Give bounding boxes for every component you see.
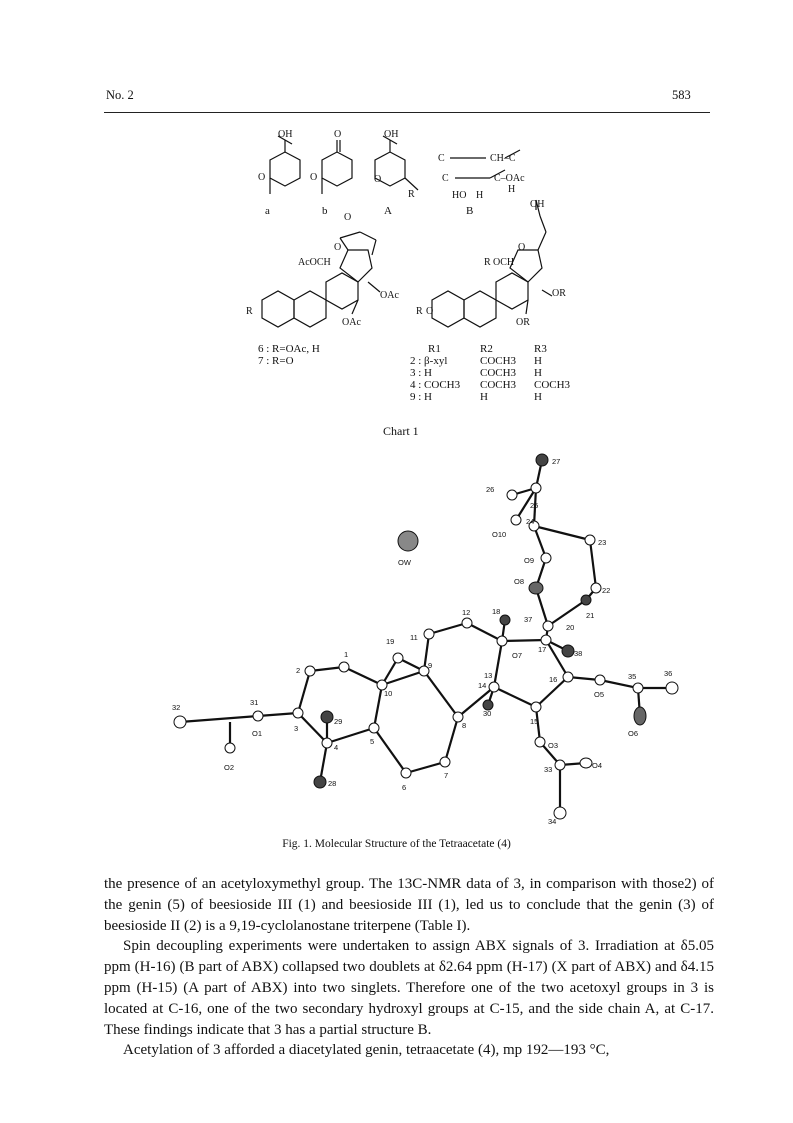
svg-text:5: 5 [370, 737, 375, 746]
svg-text:R: R [246, 306, 253, 317]
svg-text:O3: O3 [548, 741, 559, 750]
water-label: OW [398, 558, 411, 567]
svg-text:O1: O1 [252, 729, 263, 738]
chart-caption: Chart 1 [383, 424, 419, 438]
svg-text:25: 25 [530, 501, 539, 510]
svg-text:13: 13 [484, 671, 493, 680]
svg-text:R: R [408, 189, 415, 200]
compound-7-label: 7 : R=O [258, 355, 294, 367]
svg-text:O: O [258, 172, 266, 183]
svg-text:OR: OR [516, 317, 530, 328]
svg-text:AcOCH: AcOCH [298, 257, 331, 268]
svg-text:O4: O4 [592, 761, 603, 770]
paragraph-1: the presence of an acetyloxymethyl group. The 13C-NMR data of 3, in comparison with those2) of the genin (5) of beesioside III (1) and beesioside III (1), led us to conclude that the genin (3) of beesioside II (2) is a 9,19-cyclolanostane triterpene (Table I). [104, 876, 714, 934]
paragraph-3: Acetylation of 3 afforded a diacetylated genin, tetraacetate (4), mp 192—193 °C, [123, 1042, 610, 1059]
svg-text:O7: O7 [512, 651, 523, 660]
paragraph-2: Spin decoupling experiments were undertaken to assign ABX signals of 3. Irradiation at δ5.05 ppm (H-16) (B part of ABX) collapsed two doublets at δ2.64 ppm (H-17) (X part of ABX) and δ4.15 ppm (H-15) (A part of ABX) into two singlets. Therefore one of the two acetoxyl groups in 3 is located at C-16, one of the two secondary hydroxyl groups at C-15, and the side chain A, at C-17. These findings indicate that 3 has a partial structure B. [104, 938, 714, 1038]
fragment-label-b: b [322, 205, 328, 217]
svg-text:O2: O2 [224, 763, 235, 772]
row-compound-id: 4 : COCH3 [410, 379, 461, 391]
svg-text:C: C [438, 153, 445, 164]
svg-text:24: 24 [526, 517, 535, 526]
body-text [104, 874, 714, 1061]
svg-text:30: 30 [483, 709, 492, 718]
svg-text:O: O [518, 242, 526, 253]
svg-text:O: O [344, 212, 352, 223]
compound-6-label: 6 : R=OAc, H [258, 343, 320, 355]
svg-text:OCH: OCH [493, 257, 515, 268]
svg-text:20: 20 [566, 623, 575, 632]
row-compound-id: 2 : β-xyl [410, 355, 448, 367]
svg-text:28: 28 [328, 779, 337, 788]
svg-text:1: 1 [344, 650, 349, 659]
table-header-r1: R1 [428, 343, 441, 355]
svg-text:R: R [416, 306, 423, 317]
svg-text:CH–C: CH–C [490, 153, 516, 164]
svg-text:O: O [334, 242, 342, 253]
svg-text:27: 27 [552, 457, 561, 466]
svg-text:O9: O9 [524, 556, 535, 565]
svg-text:OAc: OAc [380, 290, 399, 301]
svg-text:HO: HO [452, 190, 467, 201]
svg-text:26: 26 [486, 485, 495, 494]
svg-text:18: 18 [492, 607, 501, 616]
svg-text:9: 9 [428, 661, 433, 670]
journal-number: No. 2 [106, 88, 134, 102]
row-r3: H [534, 367, 542, 379]
svg-text:O8: O8 [514, 577, 525, 586]
svg-text:21: 21 [586, 611, 595, 620]
svg-text:16: 16 [549, 675, 558, 684]
svg-text:OH: OH [278, 129, 293, 140]
fragment-label-B: B [466, 205, 474, 217]
svg-text:19: 19 [386, 637, 395, 646]
svg-text:O: O [334, 129, 342, 140]
svg-text:O: O [426, 306, 434, 317]
table-header-r2: R2 [480, 343, 493, 355]
svg-text:OR: OR [552, 288, 566, 299]
svg-text:OAc: OAc [342, 317, 361, 328]
svg-text:23: 23 [598, 538, 607, 547]
row-compound-id: 3 : H [410, 367, 432, 379]
svg-text:8: 8 [462, 721, 467, 730]
row-r3: COCH3 [534, 379, 571, 391]
svg-text:35: 35 [628, 672, 637, 681]
svg-text:C: C [442, 173, 449, 184]
svg-text:C–OAc: C–OAc [494, 173, 525, 184]
svg-text:17: 17 [538, 645, 547, 654]
svg-text:3: 3 [294, 724, 299, 733]
svg-text:O: O [310, 172, 318, 183]
row-r2: COCH3 [480, 367, 517, 379]
svg-text:14: 14 [478, 681, 487, 690]
page-number: 583 [672, 88, 691, 102]
svg-text:31: 31 [250, 698, 259, 707]
svg-text:34: 34 [548, 817, 557, 826]
svg-text:OH: OH [530, 199, 545, 210]
svg-text:29: 29 [334, 717, 343, 726]
svg-text:7: 7 [444, 771, 449, 780]
svg-text:37: 37 [524, 615, 533, 624]
svg-text:4: 4 [334, 743, 339, 752]
svg-text:33: 33 [544, 765, 553, 774]
figure-caption: Fig. 1. Molecular Structure of the Tetraacetate (4) [282, 838, 511, 850]
row-r3: H [534, 391, 542, 403]
svg-text:15: 15 [530, 717, 539, 726]
svg-text:OH: OH [384, 129, 399, 140]
svg-text:11: 11 [410, 633, 418, 642]
svg-text:2: 2 [296, 666, 301, 675]
svg-text:22: 22 [602, 586, 611, 595]
table-header-r3: R3 [534, 343, 547, 355]
svg-text:H: H [476, 190, 484, 201]
svg-text:H: H [508, 184, 516, 195]
row-r3: H [534, 355, 542, 367]
svg-text:O10: O10 [492, 530, 507, 539]
svg-text:32: 32 [172, 703, 181, 712]
svg-text:O5: O5 [594, 690, 605, 699]
svg-text:10: 10 [384, 689, 393, 698]
svg-text:R: R [484, 257, 491, 268]
row-r2: COCH3 [480, 379, 517, 391]
row-compound-id: 9 : H [410, 391, 432, 403]
fragment-label-a: a [265, 205, 270, 217]
svg-text:O6: O6 [628, 729, 639, 738]
row-r2: COCH3 [480, 355, 517, 367]
row-r2: H [480, 391, 488, 403]
svg-text:12: 12 [462, 608, 471, 617]
svg-text:O: O [374, 174, 382, 185]
svg-text:38: 38 [574, 649, 583, 658]
svg-text:6: 6 [402, 783, 407, 792]
svg-text:36: 36 [664, 669, 673, 678]
fragment-label-A: A [384, 205, 392, 217]
